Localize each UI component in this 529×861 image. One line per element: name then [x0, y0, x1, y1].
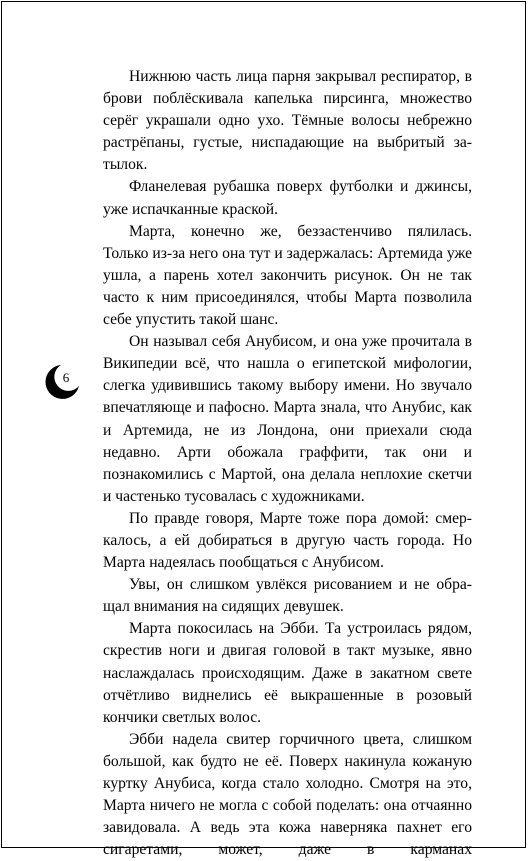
paragraph-6: Увы, он слишком увлёкся рисованием и не обращал внимания на сидящих девушек.: [103, 576, 472, 616]
paragraph-5: По правде говоря, Марте тоже пора домой: смеркалось, а ей добираться в другую часть города. Но Марта надеялась пообщаться с Анубисом.: [103, 509, 472, 572]
page-number: 6: [62, 370, 70, 385]
paragraph-2: Фланелевая рубашка поверх футболки и джинсы, уже испачканные краской.: [103, 178, 472, 218]
paragraph-3: Марта, конечно же, беззастенчиво пялилась. Только из-за него она тут и задержалась: Артемида уже ушла, а парень хотел закончить рисунок. Он не так часто к ним присоединялся, чтобы Марта позволила себе упустить такой шанс.: [103, 222, 472, 329]
folio-marker: [42, 362, 82, 402]
paragraph-4: Он называл себя Анубисом, и она уже прочитала в Википедии всё, что нашла о египетской мифологии, слегка удивившись такому выбору имени. Но звучало впечатляюще и пафосно. Марта знала, что Анубис, как и Артемида, не из Лондона, они приехали сюда недавно. Арти обожала граффити, так они и познакомились с Мартой, она делала неплохие скетчи и частенько тусовалась с художниками.: [103, 333, 472, 505]
body-text: [103, 66, 472, 861]
paragraph-8: Эбби надела свитер горчичного цвета, слишком большой, как будто не её. Поверх накинула кожаную куртку Анубиса, когда стало холодно. Смотря на это, Марта ничего не могла с собой поделать: она отчаянно завидовала. А ведь эта кожа наверняка пахнет его сигаретами, может, даже в карманах: [103, 730, 472, 859]
paragraph-7: Марта покосилась на Эбби. Та устроилась рядом, скрестив ноги и двигая головой в такт музыке, явно наслаждалась происходящим. Даже в закатном свете отчётливо виднелись её выкрашенные в розовый кончики светлых волос.: [103, 620, 472, 726]
paragraph-1: Нижнюю часть лица парня закрывал респиратор, в брови поблёскивала капелька пирсинга, множество серёг украшали одно ухо. Тёмные волосы небрежно растрёпаны, густые, ниспадающие на выбритый затылок.: [103, 68, 472, 174]
